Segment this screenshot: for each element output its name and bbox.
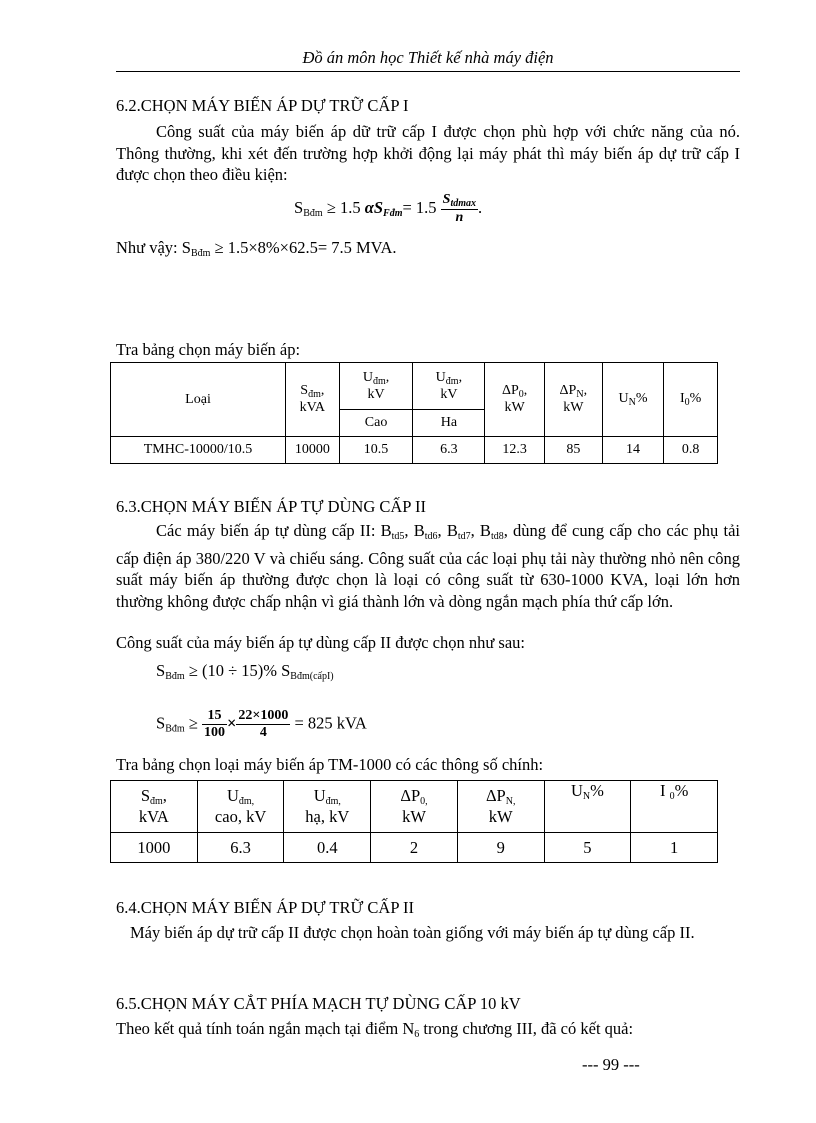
page-number: --- 99 --- — [582, 1055, 640, 1074]
section-6-2-paragraph: Công suất của máy biến áp dữ trữ cấp I được chọn phù hợp với chức năng của nó. Thông thường, khi xét đến trường hợp khởi động lại máy phát thì máy biến áp dự trữ cấp I được chọn theo điều kiện: — [116, 122, 740, 184]
t1-h-p0: $\Delta P_0$, kW — [485, 363, 545, 437]
t1-h-loai: Loại — [111, 363, 286, 437]
t1-cell: 10.5 — [339, 437, 413, 464]
section-6-4-title: 6.4.CHỌN MÁY BIẾN ÁP DỰ TRỮ CẤP II — [116, 898, 415, 917]
t1-cell: 14 — [602, 437, 664, 464]
t1-h-uha: $U_{đm}$, kV — [413, 363, 485, 410]
section-6-5-title: 6.5.CHỌN MÁY CẮT PHÍA MẠCH TỰ DÙNG CẤP 10 kV — [116, 994, 521, 1013]
t2-h-un: $U_N\%$ — [544, 781, 631, 833]
t2-h-ucao: $U_{đm,}$ cao, kV — [197, 781, 284, 833]
t1-cell: 12.3 — [485, 437, 545, 464]
transformer-table-1 — [110, 362, 718, 464]
t1-cell: 0.8 — [664, 437, 718, 464]
t2-cell: 0.4 — [284, 833, 371, 863]
t1-cell: 10000 — [286, 437, 340, 464]
section-6-3-p2: Công suất của máy biến áp tự dùng cấp II được chọn như sau: — [116, 633, 525, 652]
t1-h-ucao: $U_{đm}$, kV — [339, 363, 413, 410]
section-6-3-title: 6.3.CHỌN MÁY BIẾN ÁP TỰ DÙNG CẤP II — [116, 497, 426, 516]
t2-cell: 6.3 — [197, 833, 284, 863]
t1-h-s: $S_{đm}$, kVA — [286, 363, 340, 437]
t1-h-i0: $I_0\%$ — [664, 363, 718, 437]
header-rule — [116, 71, 740, 72]
t1-cell: 85 — [544, 437, 602, 464]
t1-cell: 6.3 — [413, 437, 485, 464]
section-6-2-title: 6.2.CHỌN MÁY BIẾN ÁP DỰ TRỮ CẤP I — [116, 96, 409, 115]
t2-h-i0: I $_0$% — [631, 781, 718, 833]
section-6-5-paragraph: Theo kết quả tính toán ngắn mạch tại điểm $N_6$ trong chương III, đã có kết quả: — [116, 1019, 634, 1040]
t2-h-s: $S_{đm}$, kVA — [111, 781, 198, 833]
formula-6-3-b: $S_{Bđm}$ ≥ $\frac{15}{100}$ × $\frac{22\times 1000}{4}$ = 825 kVA — [156, 708, 367, 740]
section-6-4-paragraph: Máy biến áp dự trữ cấp II được chọn hoàn toàn giống với máy biến áp tự dùng cấp II. — [130, 923, 695, 942]
t2-cell: 1 — [631, 833, 718, 863]
result-6-2: Như vậy: $S_{Bđm} \ge 1.5\times 8\%\times 62.5= 7.5$ MVA. — [116, 238, 397, 259]
t1-h-un: $U_N\%$ — [602, 363, 664, 437]
t2-cell: 5 — [544, 833, 631, 863]
t2-h-uha: $U_{đm,}$ hạ, kV — [284, 781, 371, 833]
formula-6-2: $S_{Bđm} \ge 1.5$ $\alpha S_{Fđm}= 1.5$ $\frac{S_{tdmax}}{n}$ . — [294, 192, 483, 225]
t2-h-pn: $\Delta P_{N,}$ kW — [457, 781, 544, 833]
section-6-3-paragraph: Các máy biến áp tự dùng cấp II: $B_{td5}$, $B_{td6}$, $B_{td7}$, $B_{td8}$, dùng để cung cấp cho các phụ tải cấp điện áp 380/220 V và chiếu sáng. Công suất của các loại phụ tải này thường nhỏ nên công suất máy biến áp thường được chọn là loại có công suất từ 630-1000 KVA, loại lớn hơn thường không được chấp nhận vì giá thành lớn và dòng ngắn mạch phía thứ cấp lớn. — [116, 521, 740, 611]
t1-h-pn: $\Delta P_N$, kW — [544, 363, 602, 437]
table1-intro: Tra bảng chọn máy biến áp: — [116, 340, 301, 359]
t1-h-ha: Ha — [413, 410, 485, 437]
t1-h-cao: Cao — [339, 410, 413, 437]
formula-6-3-a: $S_{Bđm} \ge (10 \div 15)\%$ $S_{Bđm(cấpI)}$ — [156, 661, 334, 682]
transformer-table-2 — [110, 780, 718, 863]
table2-intro: Tra bảng chọn loại máy biến áp TM-1000 có các thông số chính: — [116, 755, 544, 774]
page-header: Đồ án môn học Thiết kế nhà máy điện — [302, 48, 554, 67]
t2-h-p0: $\Delta P_{0,}$ kW — [371, 781, 458, 833]
t2-cell: 1000 — [111, 833, 198, 863]
t2-cell: 9 — [457, 833, 544, 863]
t1-cell: TMHC-10000/10.5 — [111, 437, 286, 464]
t2-cell: 2 — [371, 833, 458, 863]
